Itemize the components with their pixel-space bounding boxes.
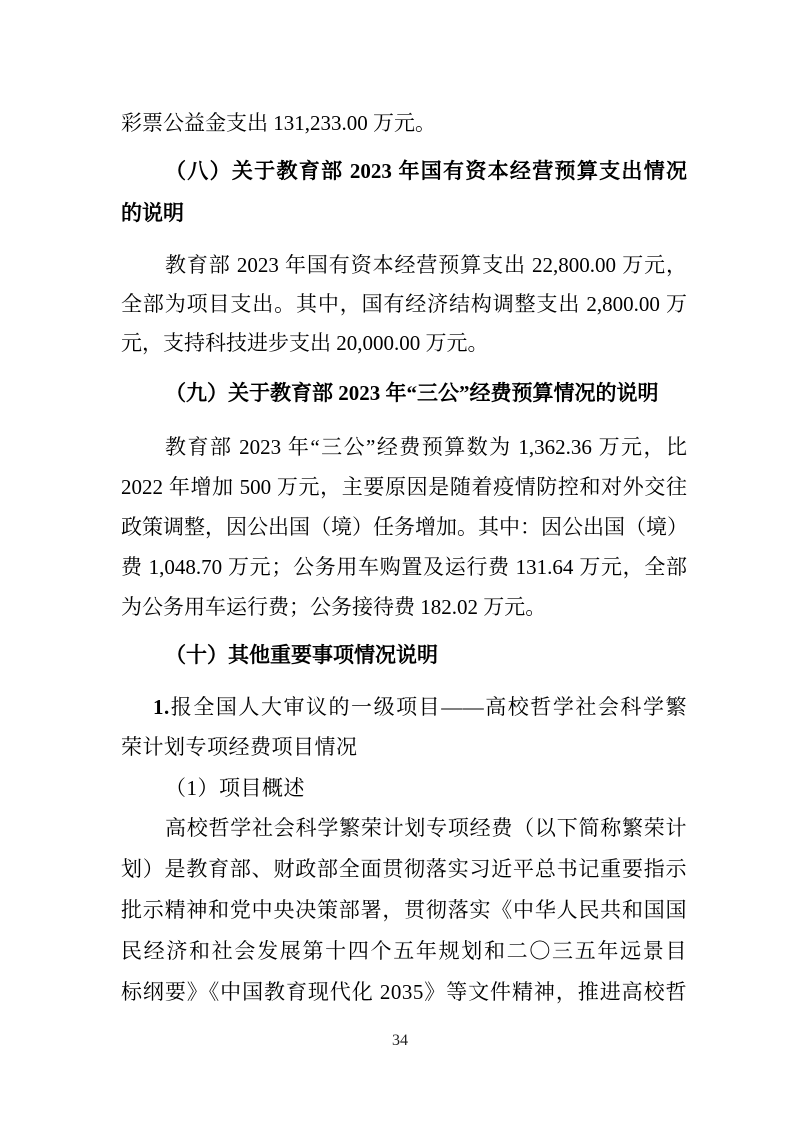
text-line (121, 507, 687, 547)
text-line (121, 687, 687, 727)
text-segment: 彩票公益金支出 131,233.00 万元。 (121, 111, 436, 135)
text-segment: （九）关于教育部 2023 年“三公”经费预算情况的说明 (165, 381, 659, 405)
text-line (121, 972, 687, 1013)
para-project-overview-label (121, 768, 687, 808)
text-segment: 全部为项目支出。其中，国有经济结构调整支出 2,800.00 万 (121, 292, 687, 316)
text-line (121, 768, 687, 808)
heading-section-9 (121, 373, 687, 413)
text-line (121, 849, 687, 890)
text-line (121, 931, 687, 972)
text-segment: 批示精神和党中央决策部署，贯彻落实《中华人民共和国国 (121, 898, 687, 922)
text-line (121, 727, 687, 767)
text-segment: 报全国人大审议的一级项目——高校哲学社会科学繁 (169, 695, 687, 719)
text-line (121, 103, 687, 143)
text-segment: 教育部 2023 年“三公”经费预算数为 1,362.36 万元，比 (165, 435, 687, 459)
text-segment: 元，支持科技进步支出 20,000.00 万元。 (121, 331, 489, 355)
text-segment: 高校哲学社会科学繁荣计划专项经费（以下简称繁荣计 (165, 816, 687, 840)
text-line (121, 192, 687, 234)
text-segment: 2022 年增加 500 万元，主要原因是随着疫情防控和对外交往 (121, 475, 687, 499)
text-line (121, 427, 687, 467)
para-state-capital-budget (121, 246, 687, 363)
para-lottery-public-welfare (121, 103, 687, 143)
text-segment: （八）关于教育部 2023 年国有资本经营预算支出情况 (165, 159, 687, 183)
text-line (121, 150, 687, 192)
text-segment: 为公务用车运行费；公务接待费 182.02 万元。 (121, 595, 547, 619)
text-line (121, 246, 687, 285)
text-segment: 费 1,048.70 万元；公务用车购置及运行费 131.64 万元，全部 (121, 555, 687, 579)
text-line (121, 890, 687, 931)
para-prosperity-plan-intro (121, 808, 687, 1013)
text-segment: 教育部 2023 年国有资本经营预算支出 22,800.00 万元， (165, 253, 687, 277)
text-segment: 划）是教育部、财政部全面贯彻落实习近平总书记重要指示 (121, 857, 687, 881)
text-line (121, 285, 687, 324)
text-line (121, 587, 687, 627)
text-line (121, 635, 687, 675)
para-three-public-expenses (121, 427, 687, 627)
text-segment: 1. (153, 695, 170, 719)
text-segment: 民经济和社会发展第十四个五年规划和二〇三五年远景目 (121, 939, 687, 963)
text-line (121, 547, 687, 587)
text-segment: 政策调整，因公出国（境）任务增加。其中：因公出国（境） (121, 515, 688, 539)
text-line (121, 373, 687, 413)
text-line (121, 467, 687, 507)
heading-section-10 (121, 635, 687, 675)
page-number: 34 (392, 1032, 408, 1049)
text-segment: （1）项目概述 (165, 776, 305, 800)
text-segment: （十）其他重要事项情况说明 (165, 643, 438, 667)
text-segment: 标纲要》《中国教育现代化 2035》等文件精神，推进高校哲 (121, 980, 687, 1004)
text-segment: 的说明 (121, 201, 184, 225)
text-segment: 荣计划专项经费项目情况 (121, 735, 358, 759)
text-line (121, 808, 687, 849)
para-project-npc-review (121, 687, 687, 767)
text-line (121, 324, 687, 363)
heading-section-8 (121, 150, 687, 234)
